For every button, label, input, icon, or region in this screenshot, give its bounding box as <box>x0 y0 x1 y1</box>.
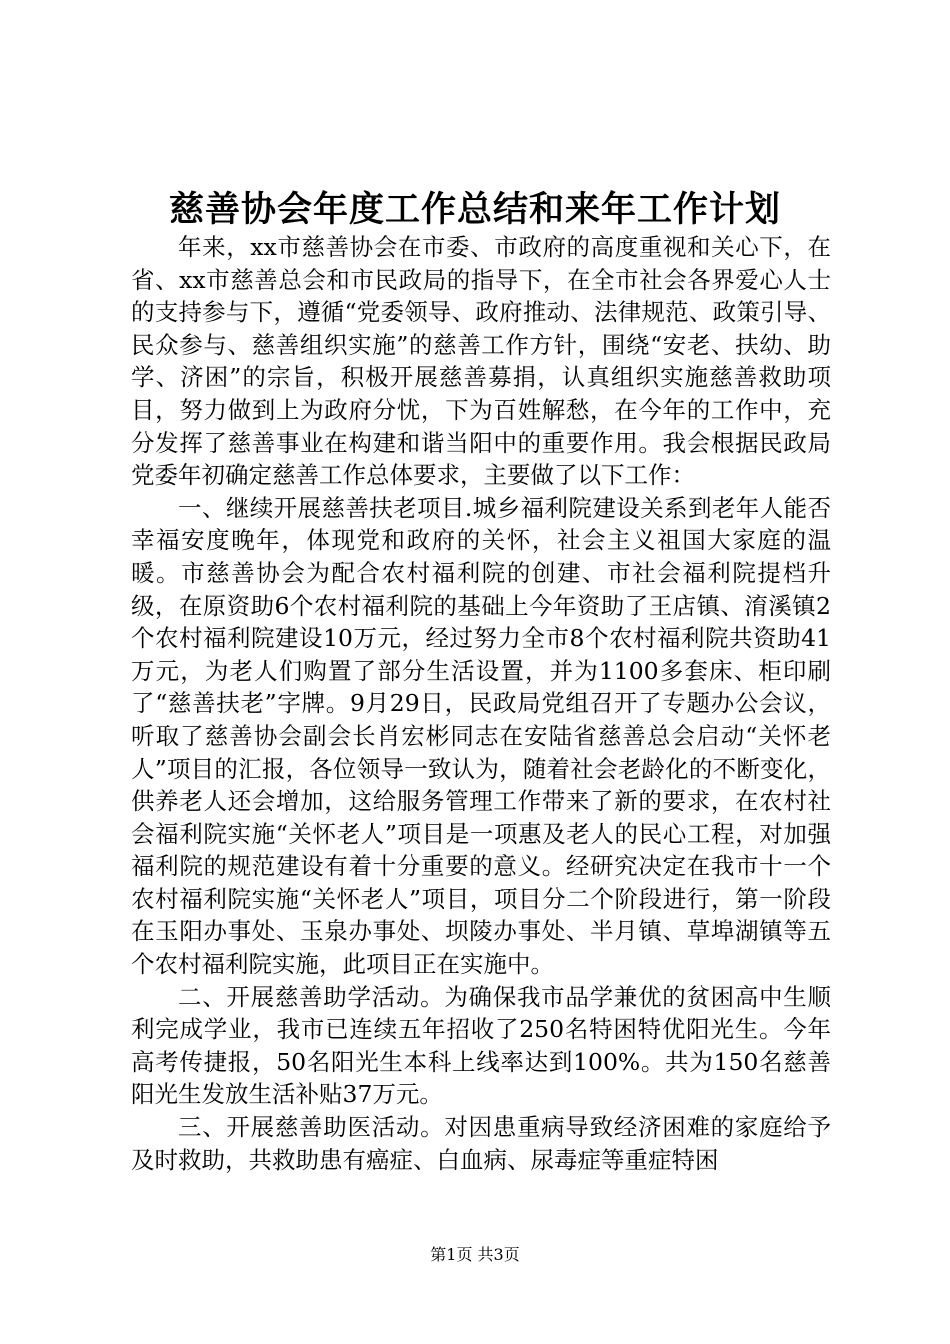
page-number-footer: 第1页 共3页 <box>430 1245 520 1264</box>
document-body <box>131 231 831 1176</box>
paragraph-medical-aid: 三、开展慈善助医活动。对因患重病导致经济困难的家庭给予及时救助，共救助患有癌症、白血病、尿毒症等重症特困 <box>131 1113 831 1174</box>
document-title: 慈善协会年度工作总结和来年工作计划 <box>168 189 781 230</box>
paragraph-intro: 年来，xx市慈善协会在市委、市政府的高度重视和关心下，在省、xx市慈善总会和市民政局的指导下，在全市社会各界爱心人士的支持参与下，遵循“党委领导、政府推动、法律规范、政策引导、民众参与、慈善组织实施”的慈善工作方针，围绕“安老、扶幼、助学、济困”的宗旨，积极开展慈善募捐，认真组织实施慈善救助项目，努力做到上为政府分忧，下为百姓解愁，在今年的工作中，充分发挥了慈善事业在构建和谐当阳中的重要作用。我会根据民政局党委年初确定慈善工作总体要求，主要做了以下工作： <box>131 233 831 490</box>
paragraph-education-aid: 二、开展慈善助学活动。为确保我市品学兼优的贫困高中生顺利完成学业，我市已连续五年招收了250名特困特优阳光生。今年高考传捷报，50名阳光生本科上线率达到100%。共为150名慈善阳光生发放生活补贴37万元。 <box>131 982 831 1109</box>
paragraph-elderly-care: 一、继续开展慈善扶老项目.城乡福利院建设关系到老年人能否幸福安度晚年，体现党和政府的关怀，社会主义祖国大家庭的温暖。市慈善协会为配合农村福利院的创建、市社会福利院提档升级，在原资助6个农村福利院的基础上今年资助了王店镇、淯溪镇2个农村福利院建设10万元，经过努力全市8个农村福利院共资助41万元，为老人们购置了部分生活设置，并为1100多套床、柜印刷了“慈善扶老”字牌。9月29日，民政局党组召开了专题办公会议，听取了慈善协会副会长肖宏彬同志在安陆省慈善总会启动“关怀老人”项目的汇报，各位领导一致认为，随着社会老龄化的不断变化，供养老人还会增加，这给服务管理工作带来了新的要求，在农村社会福利院实施“关怀老人”项目是一项惠及老人的民心工程，对加强福利院的规范建设有着十分重要的意义。经研究决定在我市十一个农村福利院实施“关怀老人”项目，项目分二个阶段进行，第一阶段在玉阳办事处、玉泉办事处、坝陵办事处、半月镇、草埠湖镇等五个农村福利院实施，此项目正在实施中。 <box>131 493 831 979</box>
